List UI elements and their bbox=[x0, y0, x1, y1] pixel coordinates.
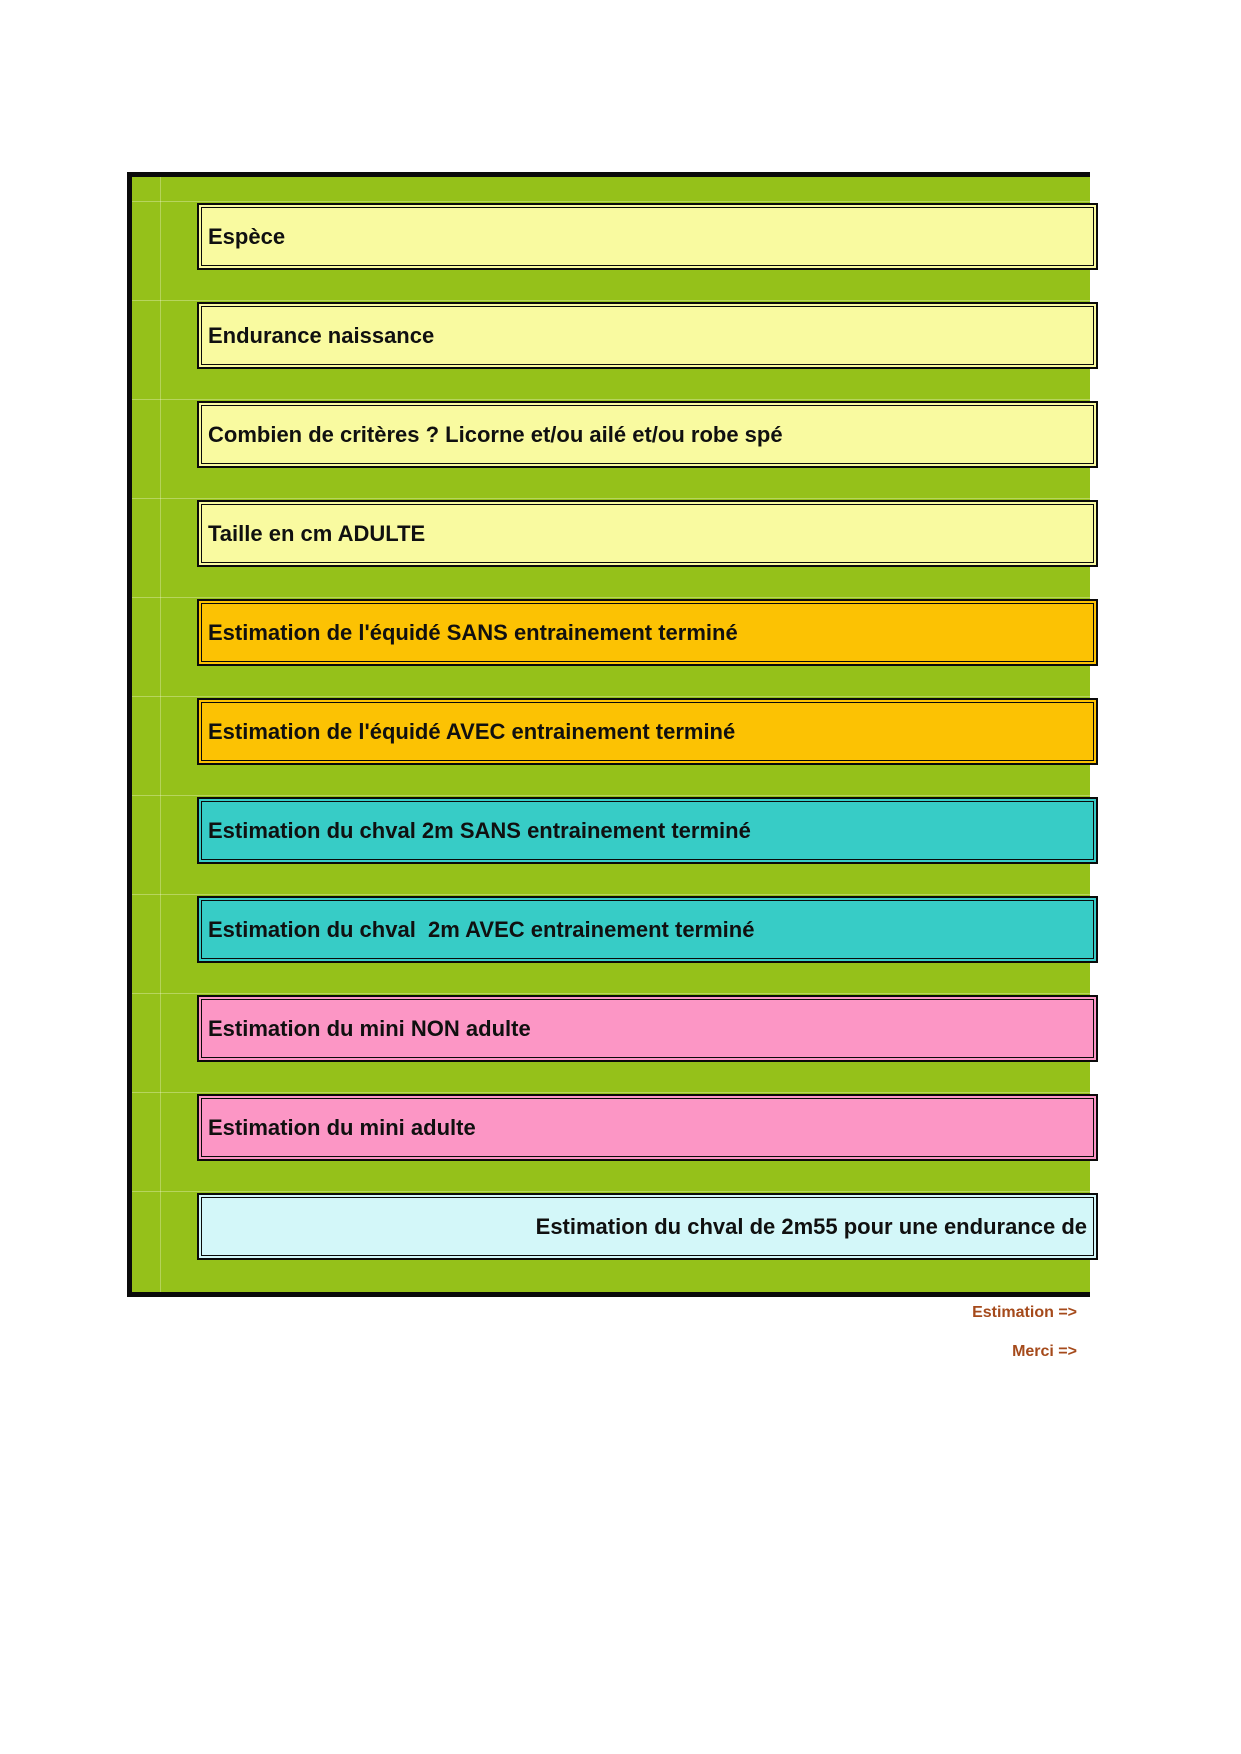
row-label: Estimation de l'équidé AVEC entrainement terminé bbox=[208, 718, 736, 744]
grid-column-line bbox=[160, 177, 161, 1292]
estimation-form-panel bbox=[127, 172, 1090, 1297]
grid-row-line bbox=[132, 1191, 1090, 1192]
row-equide-sans-entrainement bbox=[197, 599, 1098, 666]
grid-row-line bbox=[132, 894, 1090, 895]
merci-arrow-label: Merci => bbox=[1012, 1343, 1077, 1360]
grid-row-line bbox=[132, 1092, 1090, 1093]
row-criteres-licorne-aile-robe bbox=[197, 401, 1098, 468]
row-label: Taille en cm ADULTE bbox=[208, 520, 426, 546]
row-mini-non-adulte bbox=[197, 995, 1098, 1062]
grid-row-line bbox=[132, 795, 1090, 796]
row-label: Estimation de l'équidé SANS entrainement terminé bbox=[208, 619, 738, 645]
row-mini-adulte bbox=[197, 1094, 1098, 1161]
row-endurance-naissance bbox=[197, 302, 1098, 369]
row-label: Espèce bbox=[208, 223, 286, 249]
grid-row-line bbox=[132, 993, 1090, 994]
grid-row-line bbox=[132, 597, 1090, 598]
row-espece bbox=[197, 203, 1098, 270]
row-taille-cm-adulte bbox=[197, 500, 1098, 567]
grid-row-line bbox=[132, 498, 1090, 499]
grid-row-line bbox=[132, 696, 1090, 697]
row-label: Estimation du mini NON adulte bbox=[208, 1015, 531, 1041]
row-label: Estimation du mini adulte bbox=[208, 1114, 476, 1140]
estimation-arrow-label: Estimation => bbox=[972, 1304, 1077, 1321]
row-label: Endurance naissance bbox=[208, 322, 435, 348]
row-label: Estimation du chval de 2m55 pour une endurance de bbox=[535, 1213, 1087, 1239]
row-chval-2m55-endurance bbox=[197, 1193, 1098, 1260]
row-chval-2m-sans-entrainement bbox=[197, 797, 1098, 864]
row-equide-avec-entrainement bbox=[197, 698, 1098, 765]
row-label: Estimation du chval 2m SANS entrainement terminé bbox=[208, 817, 751, 843]
grid-row-line bbox=[132, 300, 1090, 301]
row-label: Estimation du chval 2m AVEC entrainement terminé bbox=[208, 916, 755, 942]
row-label: Combien de critères ? Licorne et/ou ailé et/ou robe spé bbox=[208, 421, 783, 447]
grid-row-line bbox=[132, 201, 1090, 202]
grid-row-line bbox=[132, 399, 1090, 400]
row-chval-2m-avec-entrainement bbox=[197, 896, 1098, 963]
